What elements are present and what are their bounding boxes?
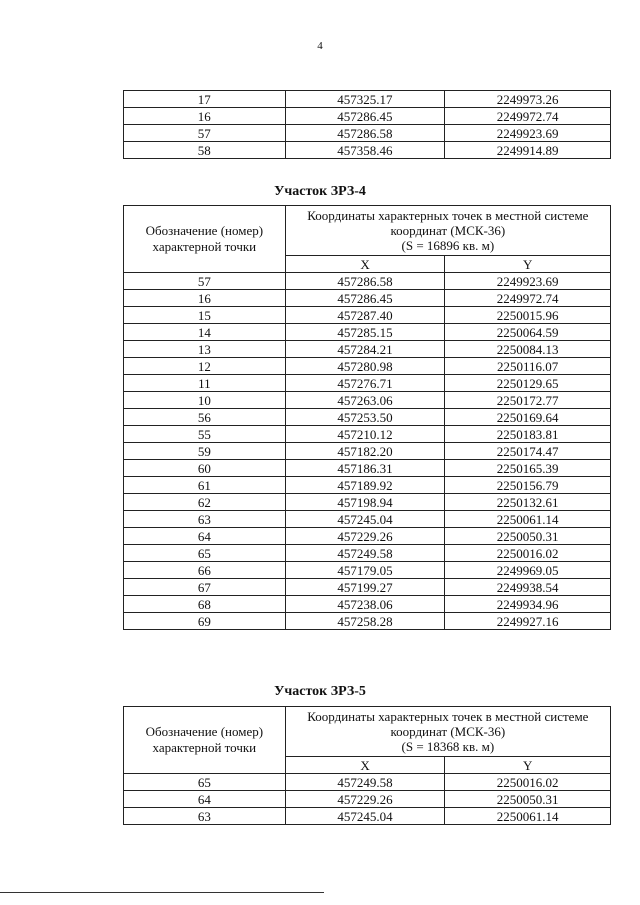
- point-number-cell: 16: [124, 290, 286, 307]
- page-number: 4: [317, 40, 323, 52]
- header-coordinates: [285, 707, 610, 757]
- y-coordinate-cell: 2250132.61: [445, 494, 611, 511]
- table-row: [124, 273, 611, 290]
- y-coordinate-cell: 2249972.74: [445, 290, 611, 307]
- y-coordinate-cell: 2250061.14: [445, 808, 611, 825]
- point-number-cell: 15: [124, 307, 286, 324]
- table-body-zrz4: [124, 273, 611, 630]
- top-coordinates-table: [123, 90, 611, 159]
- header-x: X: [285, 256, 445, 273]
- point-number-cell: 59: [124, 443, 286, 460]
- y-coordinate-cell: 2250116.07: [445, 358, 611, 375]
- y-coordinate-cell: 2250016.02: [445, 545, 611, 562]
- header-point-designation: Обозначение (номер) характерной точки: [124, 206, 286, 273]
- y-coordinate-cell: 2250050.31: [445, 791, 611, 808]
- point-number-cell: 63: [124, 808, 286, 825]
- point-number-cell: 64: [124, 528, 286, 545]
- table-row: [124, 443, 611, 460]
- point-number-cell: 67: [124, 579, 286, 596]
- point-number-cell: 57: [124, 125, 286, 142]
- table-row: [124, 409, 611, 426]
- x-coordinate-cell: 457199.27: [285, 579, 445, 596]
- table-row: [124, 774, 611, 791]
- y-coordinate-cell: 2250156.79: [445, 477, 611, 494]
- x-coordinate-cell: 457179.05: [285, 562, 445, 579]
- x-coordinate-cell: 457249.58: [285, 774, 445, 791]
- x-coordinate-cell: 457285.15: [285, 324, 445, 341]
- table-row: [124, 426, 611, 443]
- point-number-cell: 63: [124, 511, 286, 528]
- point-number-cell: 64: [124, 791, 286, 808]
- table-row: [124, 545, 611, 562]
- point-number-cell: 65: [124, 774, 286, 791]
- footnote-divider: [0, 892, 324, 893]
- point-number-cell: 60: [124, 460, 286, 477]
- x-coordinate-cell: 457286.58: [285, 273, 445, 290]
- table-row: [124, 324, 611, 341]
- x-coordinate-cell: 457182.20: [285, 443, 445, 460]
- table-row: [124, 579, 611, 596]
- table-row: [124, 494, 611, 511]
- x-coordinate-cell: 457286.45: [285, 290, 445, 307]
- point-number-cell: 14: [124, 324, 286, 341]
- y-coordinate-cell: 2249923.69: [445, 125, 611, 142]
- header-area: (S = 18368 кв. м): [401, 739, 495, 754]
- point-number-cell: 61: [124, 477, 286, 494]
- y-coordinate-cell: 2250084.13: [445, 341, 611, 358]
- y-coordinate-cell: 2250174.47: [445, 443, 611, 460]
- point-number-cell: 12: [124, 358, 286, 375]
- table-row: [124, 613, 611, 630]
- table-row: [124, 562, 611, 579]
- y-coordinate-cell: 2250129.65: [445, 375, 611, 392]
- x-coordinate-cell: 457263.06: [285, 392, 445, 409]
- y-coordinate-cell: 2249972.74: [445, 108, 611, 125]
- table-body-zrz5: [124, 774, 611, 825]
- x-coordinate-cell: 457286.45: [285, 108, 445, 125]
- table-row: [124, 791, 611, 808]
- point-number-cell: 62: [124, 494, 286, 511]
- x-coordinate-cell: 457280.98: [285, 358, 445, 375]
- x-coordinate-cell: 457238.06: [285, 596, 445, 613]
- y-coordinate-cell: 2249927.16: [445, 613, 611, 630]
- table-row: [124, 460, 611, 477]
- point-number-cell: 16: [124, 108, 286, 125]
- point-number-cell: 58: [124, 142, 286, 159]
- x-coordinate-cell: 457229.26: [285, 791, 445, 808]
- table-row: [124, 108, 611, 125]
- x-coordinate-cell: 457358.46: [285, 142, 445, 159]
- point-number-cell: 68: [124, 596, 286, 613]
- point-number-cell: 55: [124, 426, 286, 443]
- y-coordinate-cell: 2250050.31: [445, 528, 611, 545]
- header-point-designation: Обозначение (номер) характерной точки: [124, 707, 286, 774]
- point-number-cell: 57: [124, 273, 286, 290]
- section-title-zrz5: Участок ЗРЗ-5: [274, 684, 366, 699]
- y-coordinate-cell: 2250169.64: [445, 409, 611, 426]
- x-coordinate-cell: 457245.04: [285, 511, 445, 528]
- point-number-cell: 69: [124, 613, 286, 630]
- point-number-cell: 11: [124, 375, 286, 392]
- header-y: Y: [445, 757, 611, 774]
- header-coordinates-label: Координаты характерных точек в местной системе координат (МСК-36): [307, 208, 589, 238]
- header-x: X: [285, 757, 445, 774]
- y-coordinate-cell: 2249914.89: [445, 142, 611, 159]
- table-row: [124, 528, 611, 545]
- x-coordinate-cell: 457253.50: [285, 409, 445, 426]
- coordinates-table-zrz5: [123, 706, 611, 825]
- y-coordinate-cell: 2249934.96: [445, 596, 611, 613]
- x-coordinate-cell: 457286.58: [285, 125, 445, 142]
- point-number-cell: 17: [124, 91, 286, 108]
- table-row: [124, 511, 611, 528]
- point-number-cell: 65: [124, 545, 286, 562]
- header-area: (S = 16896 кв. м): [401, 238, 495, 253]
- table-row: [124, 125, 611, 142]
- table-row: [124, 91, 611, 108]
- table-row: [124, 808, 611, 825]
- x-coordinate-cell: 457287.40: [285, 307, 445, 324]
- table-row: [124, 307, 611, 324]
- section-title-zrz4: Участок ЗРЗ-4: [274, 184, 366, 199]
- table-row: [124, 375, 611, 392]
- point-number-cell: 56: [124, 409, 286, 426]
- y-coordinate-cell: 2249923.69: [445, 273, 611, 290]
- x-coordinate-cell: 457245.04: [285, 808, 445, 825]
- y-coordinate-cell: 2250061.14: [445, 511, 611, 528]
- y-coordinate-cell: 2250016.02: [445, 774, 611, 791]
- header-coordinates-label: Координаты характерных точек в местной системе координат (МСК-36): [307, 709, 589, 739]
- table-row: [124, 142, 611, 159]
- table-row: [124, 596, 611, 613]
- header-y: Y: [445, 256, 611, 273]
- x-coordinate-cell: 457325.17: [285, 91, 445, 108]
- point-number-cell: 66: [124, 562, 286, 579]
- x-coordinate-cell: 457186.31: [285, 460, 445, 477]
- header-coordinates: [285, 206, 610, 256]
- x-coordinate-cell: 457198.94: [285, 494, 445, 511]
- x-coordinate-cell: 457229.26: [285, 528, 445, 545]
- point-number-cell: 13: [124, 341, 286, 358]
- top-table-body: [124, 91, 611, 159]
- table-row: [124, 290, 611, 307]
- y-coordinate-cell: 2249938.54: [445, 579, 611, 596]
- x-coordinate-cell: 457284.21: [285, 341, 445, 358]
- x-coordinate-cell: 457276.71: [285, 375, 445, 392]
- x-coordinate-cell: 457249.58: [285, 545, 445, 562]
- table-row: [124, 477, 611, 494]
- y-coordinate-cell: 2250064.59: [445, 324, 611, 341]
- table-row: [124, 341, 611, 358]
- x-coordinate-cell: 457189.92: [285, 477, 445, 494]
- table-row: [124, 358, 611, 375]
- table-row: [124, 392, 611, 409]
- x-coordinate-cell: 457258.28: [285, 613, 445, 630]
- y-coordinate-cell: 2249969.05: [445, 562, 611, 579]
- x-coordinate-cell: 457210.12: [285, 426, 445, 443]
- coordinates-table-zrz4: [123, 205, 611, 630]
- y-coordinate-cell: 2250165.39: [445, 460, 611, 477]
- y-coordinate-cell: 2249973.26: [445, 91, 611, 108]
- point-number-cell: 10: [124, 392, 286, 409]
- y-coordinate-cell: 2250015.96: [445, 307, 611, 324]
- y-coordinate-cell: 2250183.81: [445, 426, 611, 443]
- y-coordinate-cell: 2250172.77: [445, 392, 611, 409]
